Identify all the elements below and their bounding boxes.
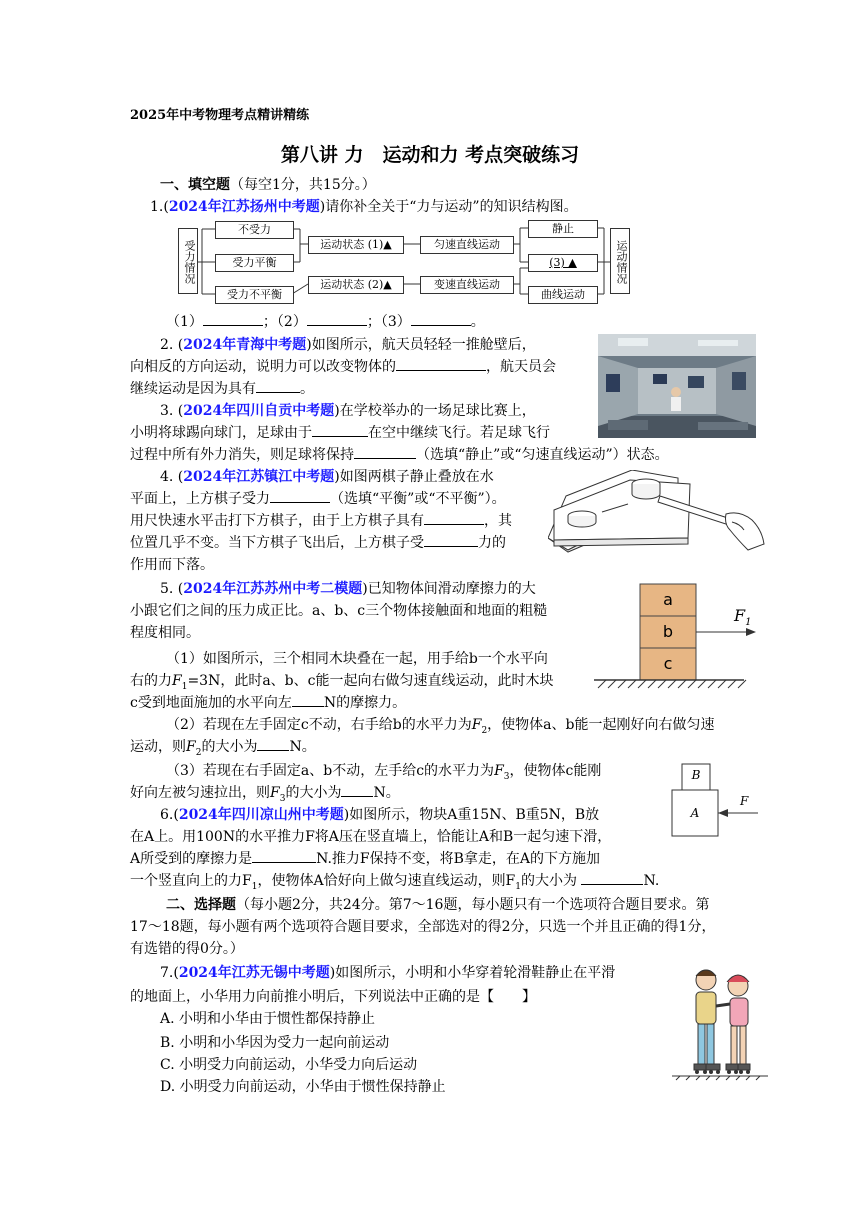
question-5-line: c受到地面施加的水平向左 N的摩擦力。 <box>130 692 770 714</box>
question-5-part-3: （3）若现在右手固定a、b不动，左手给c的水平力为$F_3$，使物体c能刚 <box>166 763 602 782</box>
stacked-blocks-figure <box>594 578 764 694</box>
question-5-line: 右的力$F_1=3N$，此时a、b、c能一起向右做匀速直线运动，此时木块 <box>130 673 554 692</box>
knowledge-structure-diagram <box>170 218 640 308</box>
chess-pieces-figure <box>548 470 766 556</box>
force-F-label: F <box>740 794 749 808</box>
block-b-label: b <box>662 622 674 641</box>
question-2: 2. (2024年青海中考题)如图所示，航天员轻轻一推舱壁后， <box>160 337 536 353</box>
diagram-blank-box-3: (3) ▲ <box>528 254 598 272</box>
question-2-line: 向相反的方向运动，说明力可以改变物体的 ，航天员会 <box>130 356 770 378</box>
page-title: 第八讲 力 运动和力 考点突破练习 <box>280 144 580 166</box>
diagram-box: 变速直线运动 <box>420 276 514 294</box>
option-d[interactable]: D. 小明受力向前运动，小华由于惯性保持静止 <box>160 1079 446 1095</box>
answer-blank[interactable] <box>424 510 484 525</box>
question-3-line: 过程中所有外力消失，则足球将保持 （选填“静止”或“匀速直线运动”）状态。 <box>130 444 770 466</box>
question-3-line: 小明将球踢向球门，足球由于 在空中继续飞行。若足球飞行 <box>130 422 770 444</box>
answer-blank[interactable] <box>256 378 300 393</box>
force-label: $F_1$ <box>734 606 752 629</box>
diagram-box: 匀速直线运动 <box>420 236 514 254</box>
question-5-part-1: （1）如图所示，三个相同木块叠在一起，用手给b一个水平向 <box>166 651 548 667</box>
diagram-box: 不受力 <box>215 221 294 239</box>
roller-skaters-figure <box>672 964 768 1084</box>
section-2-heading: 二、选择题（每小题2分，共24分。第7～16题，每小题只有一个选项符合题目要求。第 <box>166 897 710 913</box>
question-3: 3. (2024年四川自贡中考题)在学校举办的一场足球比赛上， <box>160 403 536 419</box>
answer-blank[interactable] <box>292 692 324 707</box>
answer-blank[interactable] <box>257 736 289 751</box>
section-heading: 一、填空题（每空1分，共15分。） <box>160 177 376 193</box>
question-7: 7.(2024年江苏无锡中考题)如图所示，小明和小华穿着轮滑鞋静止在平滑 <box>160 965 616 981</box>
question-6-line: 一个竖直向上的力$F_1$，使物体A恰好向上做匀速直线运动，则$F_1$的大小为 N. <box>130 870 770 898</box>
diagram-box: 受力不平衡 <box>215 286 294 304</box>
document-header: 2025年中考物理考点精讲精练 <box>130 108 310 123</box>
diagram-left-label: 受力情况 <box>178 228 198 294</box>
question-2-line: 继续运动是因为具有 。 <box>130 378 770 400</box>
question-6-line: 在A上。用100N的水平推力F将A压在竖直墙上，恰能让A和B一起匀速下滑， <box>130 829 612 845</box>
question-5-part-2: （2）若现在左手固定c不动，右手给b的水平力为$F_2$，使物体a、b能一起刚好向右做匀速 <box>166 717 715 736</box>
question-4-line: 位置几乎不变。当下方棋子飞出后，上方棋子受 力的 <box>130 532 770 554</box>
question-1-answers: （1） ；（2） ；（3） 。 <box>166 311 806 333</box>
question-6: 6.(2024年四川凉山州中考题)如图所示，物块A重15N、B重5N，B放 <box>160 807 600 823</box>
question-5-line: 小跟它们之间的压力成正比。a、b、c三个物体接触面和地面的粗糙 <box>130 603 548 619</box>
block-B-label: B <box>691 768 701 782</box>
wall-block-figure <box>668 760 768 844</box>
answer-blank[interactable] <box>270 488 330 503</box>
section-2-note: 有选错的得0分。） <box>130 941 244 957</box>
option-b[interactable]: B. 小明和小华因为受力一起向前运动 <box>160 1035 390 1051</box>
answer-blank[interactable] <box>252 848 316 863</box>
answer-blank[interactable] <box>396 356 486 371</box>
question-5: 5. (2024年江苏苏州中考二模题)已知物体间滑动摩擦力的大 <box>160 581 536 597</box>
diagram-blank-box-1: 运动状态 (1)▲ <box>308 236 404 254</box>
option-a[interactable]: A. 小明和小华由于惯性都保持静止 <box>160 1011 376 1027</box>
block-a-label: a <box>663 590 673 609</box>
block-c-label: c <box>663 654 673 673</box>
question-5-line: 运动，则$F_2$的大小为 N。 <box>130 736 770 764</box>
diagram-box: 静止 <box>528 220 598 238</box>
question-4-line: 作用而下落。 <box>130 557 214 573</box>
section-2-note: 17～18题，每小题有两个选项符合题目要求，全部选对的得2分，只选一个并且正确的得1分， <box>130 919 716 935</box>
option-c[interactable]: C. 小明受力向前运动，小华受力向后运动 <box>160 1057 418 1073</box>
diagram-box: 受力平衡 <box>215 254 294 272</box>
diagram-box: 曲线运动 <box>528 286 598 304</box>
answer-blank[interactable] <box>312 422 368 437</box>
question-4-line: 平面上，上方棋子受力 （选填“平衡”或“不平衡”）。 <box>130 488 770 510</box>
question-1: 1.(2024年江苏扬州中考题)请你补全关于“力与运动”的知识结构图。 <box>150 199 578 215</box>
diagram-blank-box-2: 运动状态 (2)▲ <box>308 276 404 294</box>
answer-blank[interactable] <box>581 870 643 885</box>
answer-blank[interactable] <box>341 782 373 797</box>
answer-blank[interactable] <box>411 311 471 326</box>
question-4: 4. (2024年江苏镇江中考题)如图两棋子静止叠放在水 <box>160 469 494 485</box>
answer-blank[interactable] <box>203 311 263 326</box>
question-5-line: 程度相同。 <box>130 625 200 641</box>
question-6-line: A所受到的摩擦力是 N.推力F保持不变，将B拿走，在A的下方施加 <box>130 848 770 870</box>
question-7-line: 的地面上，小华用力向前推小明后，下列说法中正确的是【 】 <box>130 989 536 1005</box>
diagram-right-label: 运动情况 <box>610 228 630 294</box>
answer-blank[interactable] <box>354 444 416 459</box>
block-A-label: A <box>690 806 700 820</box>
question-5-line: 好向左被匀速拉出，则$F_3$的大小为 N。 <box>130 782 770 810</box>
answer-blank[interactable] <box>307 311 367 326</box>
answer-blank[interactable] <box>424 532 478 547</box>
question-4-line: 用尺快速水平击打下方棋子，由于上方棋子具有 ，其 <box>130 510 770 532</box>
